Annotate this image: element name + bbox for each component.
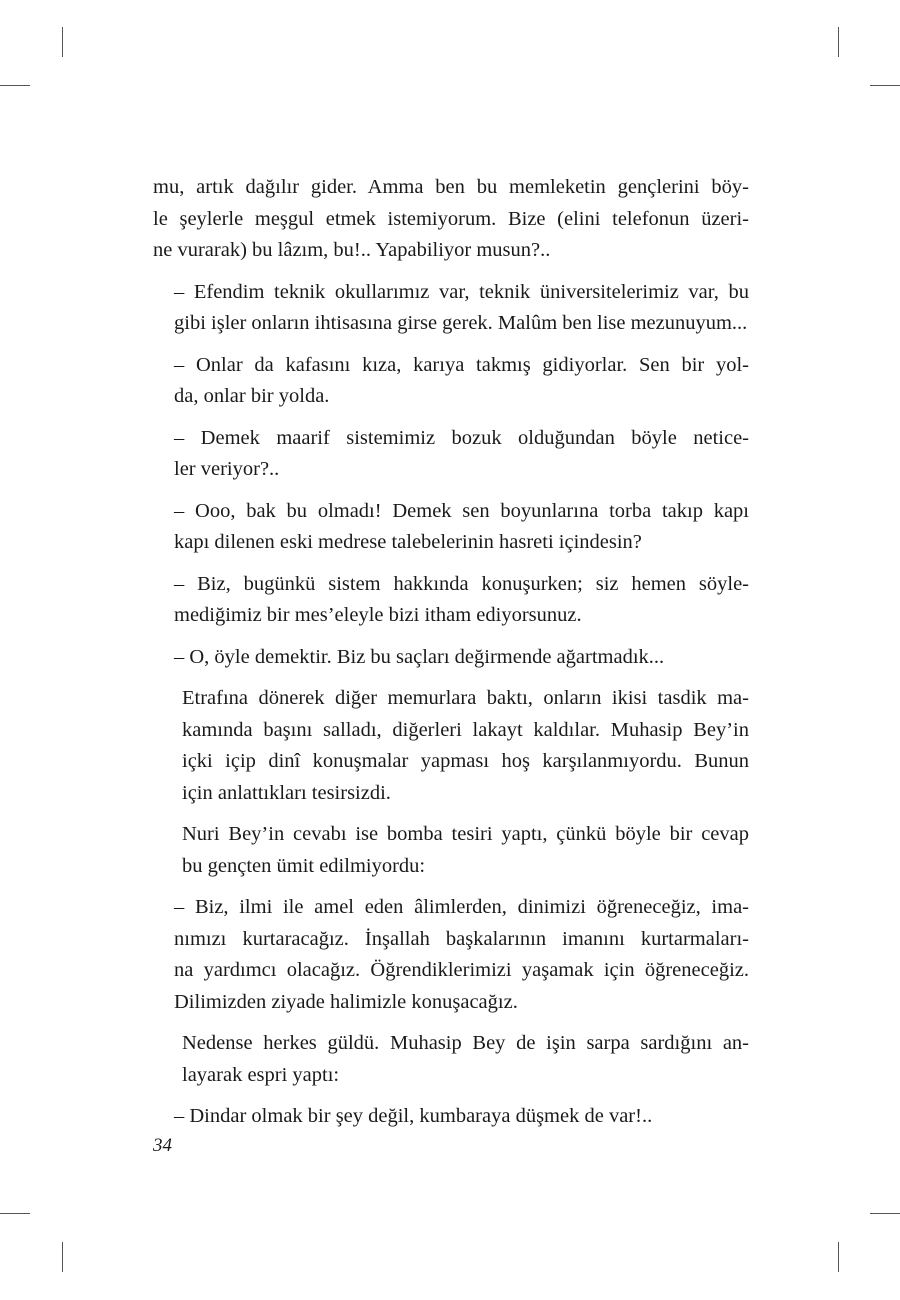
text-line: le şeylerle meşgul etmek istemiyorum. Bize (elini telefonun üzeri- <box>153 207 749 230</box>
crop-mark-top-left <box>62 27 63 57</box>
dialogue-paragraph <box>153 1101 749 1133</box>
text-line: – O, öyle demektir. Biz bu saçları değirmende ağartmadık... <box>174 645 665 668</box>
text-line: mu, artık dağılır gider. Amma ben bu memleketin gençlerini böy- <box>153 176 749 198</box>
crop-mark-bottom-right <box>838 1242 839 1272</box>
text-line: mediğimiz bir mes’eleyle bizi itham ediyorsunuz. <box>174 604 582 626</box>
text-line: gibi işler onların ihtisasına girse gerek. Malûm ben lise mezunuyum... <box>174 312 748 334</box>
dialogue-paragraph <box>153 277 749 340</box>
text-line: ne vurarak) bu lâzım, bu!.. Yapabiliyor musun?.. <box>153 239 551 261</box>
dialogue-paragraph <box>153 350 749 413</box>
text-line: bu gençten ümit edilmiyordu: <box>182 854 426 877</box>
text-line: içki içip dinî konuşmalar yapması hoş karşılanmıyordu. Bunun <box>182 750 749 772</box>
dialogue-paragraph <box>153 892 749 1018</box>
body-text <box>153 172 749 1143</box>
text-line: – Ooo, bak bu olmadı! Demek sen boyunlarına torba takıp kapı <box>174 499 749 522</box>
dialogue-paragraph <box>153 423 749 486</box>
text-line: – Biz, bugünkü sistem hakkında konuşurken; siz hemen söyle- <box>174 572 749 595</box>
text-line: – Efendim teknik okullarımız var, teknik üniversitelerimiz var, bu <box>174 280 749 303</box>
page-number: 34 <box>153 1135 172 1156</box>
text-line: – Demek maarif sistemimiz bozuk olduğundan böyle netice- <box>174 426 749 449</box>
crop-mark-top-right <box>838 27 839 57</box>
text-line: ler veriyor?.. <box>174 458 280 480</box>
crop-mark-bottom-left-h <box>0 1213 30 1214</box>
text-line: – Dindar olmak bir şey değil, kumbaraya düşmek de var!.. <box>174 1105 653 1127</box>
text-line: Nuri Bey’in cevabı ise bomba tesiri yaptı, çünkü böyle bir cevap <box>182 823 749 845</box>
dialogue-paragraph <box>153 496 749 559</box>
text-line: kamında başını salladı, diğerleri lakayt kaldılar. Muhasip Bey’in <box>182 718 749 741</box>
narrative-paragraph <box>153 819 749 882</box>
crop-mark-bottom-left <box>62 1242 63 1272</box>
text-line: Nedense herkes güldü. Muhasip Bey de işin sarpa sardığını an- <box>182 1032 749 1054</box>
text-line: layarak espri yaptı: <box>182 1063 340 1086</box>
narrative-paragraph <box>153 1028 749 1091</box>
text-line: için anlattıkları tesirsizdi. <box>182 781 391 804</box>
narrative-paragraph <box>153 683 749 809</box>
text-line: Etrafına dönerek diğer memurlara baktı, onların ikisi tasdik ma- <box>182 687 749 709</box>
text-line: nımızı kurtaracağız. İnşallah başkalarının imanını kurtarmaları- <box>174 927 749 950</box>
text-line: – Biz, ilmi ile amel eden âlimlerden, dinimizi öğreneceğiz, ima- <box>174 896 749 918</box>
dialogue-paragraph <box>153 642 749 674</box>
crop-mark-bottom-right-h <box>870 1213 900 1214</box>
text-line: da, onlar bir yolda. <box>174 385 330 407</box>
dialogue-paragraph <box>153 569 749 632</box>
continuation-paragraph <box>153 172 749 267</box>
text-line: Dilimizden ziyade halimizle konuşacağız. <box>174 990 518 1013</box>
text-line: – Onlar da kafasını kıza, karıya takmış gidiyorlar. Sen bir yol- <box>174 353 749 376</box>
text-line: na yardımcı olacağız. Öğrendiklerimizi yaşamak için öğreneceğiz. <box>174 959 749 981</box>
crop-mark-top-left-h <box>0 85 30 86</box>
text-line: kapı dilenen eski medrese talebelerinin hasreti içindesin? <box>174 531 642 553</box>
crop-mark-top-right-h <box>870 85 900 86</box>
